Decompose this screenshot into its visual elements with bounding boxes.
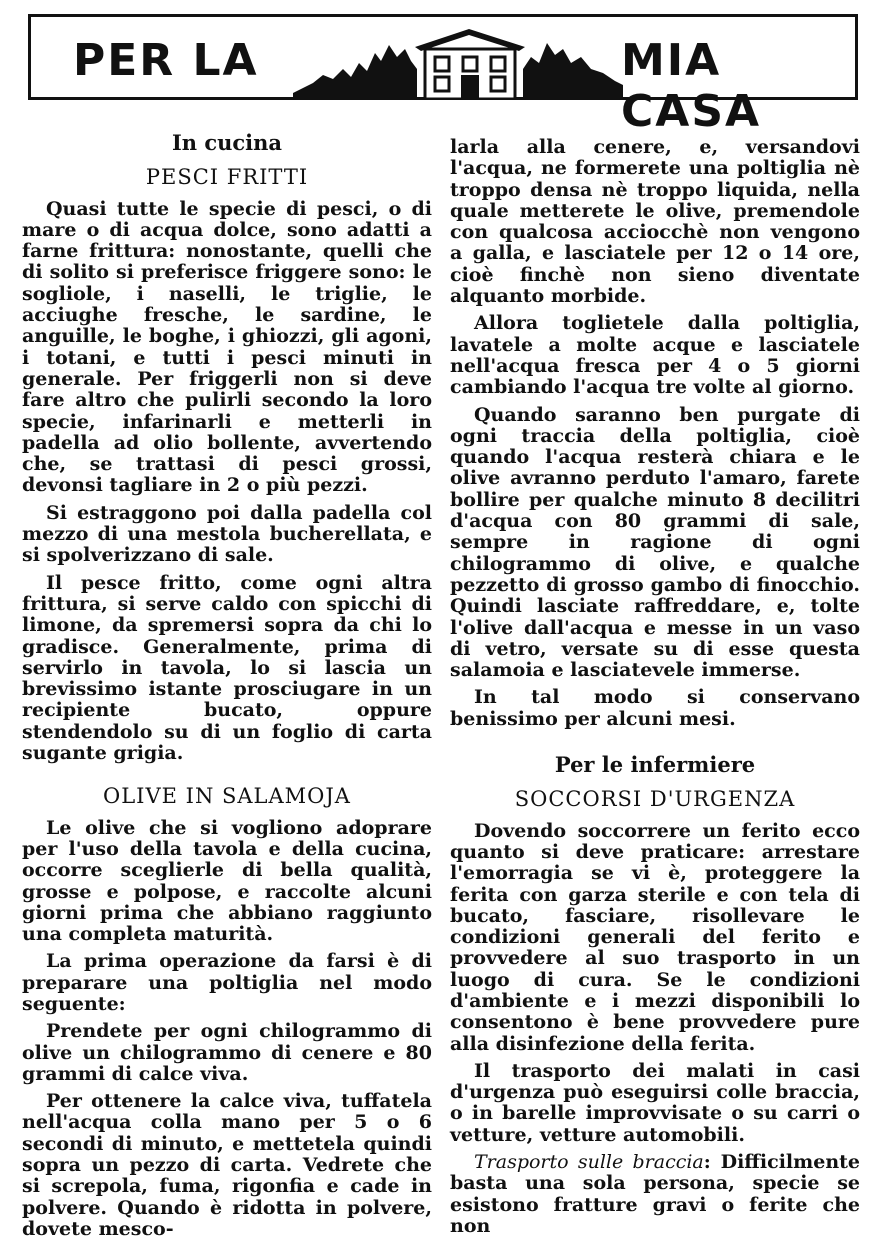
paragraph: Quasi tutte le specie di pesci, o di mare o di acqua dolce, sono adatti a farne frittura: nonostante, quelli che di solito si preferisce friggere sono: le sogliole, i naselli, le triglie, le acciughe fresche, le sardine, le anguille, le boghe, i ghiozzi, gli agoni, i totani, e tutti i pesci minuti in generale. Per friggerli non si deve fare altro che pulirli secondo la loro specie, infarinarli e metterli in padella ad olio bollente, avvertendo che, se trattasi di pesci grossi, devonsi tagliare in 2 o più pezzi. [22, 197, 432, 497]
paragraph: Si estraggono poi dalla padella col mezzo di una mestola bucherellata, e si spolverizzano di sale. [22, 501, 432, 567]
paragraph: Il pesce fritto, come ogni altra frittura, si serve caldo con spicchi di limone, da spremersi sopra da chi lo gradisce. Generalmente, prima di servirlo in tavola, lo si lascia un brevissimo istante prosciugare in un recipiente bucato, oppure stendendolo su di un foglio di carta sugante grigia. [22, 571, 432, 765]
left-column [22, 118, 432, 1246]
paragraph: Le olive che si vogliono adoprare per l'uso della tavola e della cucina, occorre sceglierle di bella qualità, grosse e polpose, e raccolte alcuni giorni prima che abbiano raggiunto una completa maturità. [22, 816, 432, 946]
italic-lead: Trasporto sulle braccia [474, 1151, 704, 1174]
paragraph: Dovendo soccorrere un ferito ecco quanto si deve praticare: arrestare l'emorragia se vi è, proteggere la ferita con garza sterile e con tela di bucato, fasciare, risollevare le condizioni generali del ferito e provvedere al suo trasporto in un luogo di cura. Se le condizioni d'ambiente e i mezzi disponibili lo consentono è bene provvedere pure alla disinfezione della ferita. [450, 819, 860, 1055]
paragraph: Per ottenere la calce viva, tuffatela nell'acqua colla mano per 5 o 6 secondi di minuto, e mettetela quindi sopra un pezzo di carta. Vedrete che si screpola, fuma, rigonfia e cade in polvere. Quando è ridotta in polvere, dovete mesco- [22, 1090, 432, 1240]
paragraph: Allora toglietele dalla poltiglia, lavatele a molte acque e lasciatele nell'acqua fresca per 4 o 5 giorni cambiando l'acqua tre volte al giorno. [450, 312, 860, 399]
paragraph-continuation: larla alla cenere, e, versandovi l'acqua, ne formerete una poltiglia nè troppo densa nè troppo liquida, nella quale metterete le olive, premendole con qualcosa acciocchè non vengono a galla, e lasciatele per 12 o 14 ore, cioè finchè non sieno diventate alquanto morbide. [450, 136, 860, 308]
section-title-infermiere: Per le infermiere [554, 752, 756, 778]
house-illustration [293, 23, 623, 99]
paragraph: La prima operazione da farsi è di preparare una poltiglia nel modo seguente: [22, 950, 432, 1015]
paragraph: Quando saranno ben purgate di ogni traccia della poltiglia, cioè quando l'acqua resterà chiara e le olive avranno perduto l'amaro, farete bollire per qualche minuto 8 decilitri d'acqua con 80 grammi di sale, sempre in ragione di ogni chilogrammo di olive, e qualche pezzetto di grosso gambo di finocchio. Quindi lasciate raffreddare, e, tolte l'olive dall'acqua e messe in un vaso di vetro, versate su di esse questa salamoia e lasciatevele immerse. [450, 403, 860, 682]
section-title-cucina: In cucina [171, 130, 283, 155]
paragraph: In tal modo si conservano benissimo per alcuni mesi. [450, 686, 860, 730]
paragraph: Il trasporto dei malati in casi d'urgenza può eseguirsi colle braccia, o in barelle improvvisate o su carri o vetture, vetture automobili. [450, 1059, 860, 1146]
paragraph-trasporto [450, 1152, 860, 1237]
header-title-right: MIA CASA [621, 35, 762, 137]
article-title-soccorsi: SOCCORSI D'URGENZA [514, 787, 796, 812]
paragraph: Prendete per ogni chilogrammo di olive un chilogrammo di cenere e 80 grammi di calce viva. [22, 1020, 432, 1085]
right-column [450, 137, 860, 1243]
article-title-olive: OLIVE IN SALAMOJA [103, 784, 351, 809]
page-header-banner [28, 14, 858, 137]
paragraph-rest: : Difficilmente basta una sola persona, specie se esistono fratture gravi o ferite che non [450, 1151, 860, 1237]
header-title-left: PER LA [73, 35, 259, 86]
article-title-pesci-fritti: PESCI FRITTI [145, 165, 309, 190]
